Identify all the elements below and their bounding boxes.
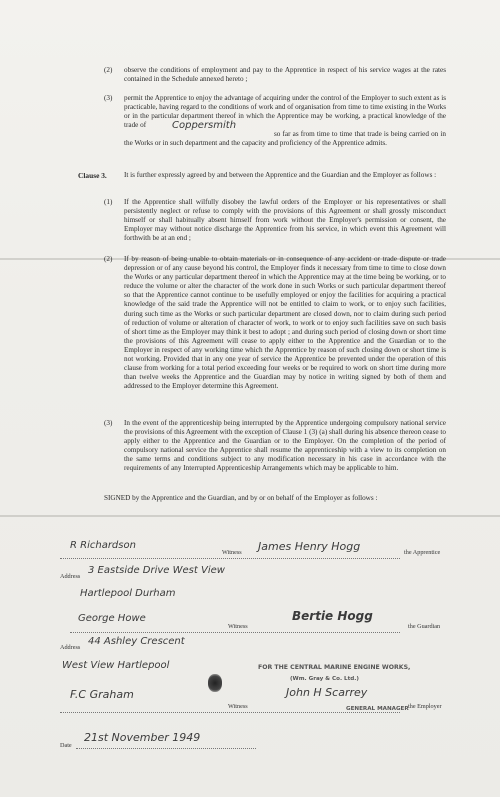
item-number: (3)	[104, 419, 113, 427]
signature-line	[70, 632, 400, 633]
witness2-signature: George Howe	[78, 613, 146, 624]
clause2-item3-text-a: permit the Apprentice to enjoy the advantage of acquiring under the control of the Employer to such extent as is practicable, having regard to the conditions of work and of organisation from time to time existing in the Works or in the particular department thereof in which the Apprentice may be working, a practical knowledge of the trade of	[124, 94, 446, 130]
date-value: 21st November 1949	[84, 731, 201, 744]
signed-line: SIGNED by the Apprentice and the Guardian, and by or on behalf of the Employer as follows :	[104, 494, 378, 502]
address1-line1: 3 Eastside Drive West View	[88, 565, 225, 576]
clause3-intro: It is further expressly agreed by and between the Apprentice and the Guardian and the Employer as follows :	[124, 171, 437, 179]
witness-label: Witness	[228, 703, 248, 710]
guardian-signature: Bertie Hogg	[292, 609, 373, 623]
item-number: (3)	[104, 94, 113, 102]
trade-handwritten: Coppersmith	[172, 120, 237, 131]
address2-line2: West View Hartlepool	[62, 660, 170, 671]
address1-line2: Hartlepool Durham	[80, 588, 176, 599]
address-label: Address	[60, 644, 81, 651]
witness3-signature: F.C Graham	[70, 688, 134, 701]
apprentice-label: the Apprentice	[404, 549, 441, 556]
general-manager-stamp: GENERAL MANAGER	[346, 706, 409, 712]
date-line	[76, 748, 256, 749]
item-number: (2)	[104, 255, 113, 263]
clause2-item3-text-b: so far as from time to time that trade is being carried on in the Works or in such department and the capacity and proficiency of the Apprentice admits.	[124, 130, 446, 148]
guardian-label: the Guardian	[408, 623, 441, 630]
employer-label: the Employer	[408, 703, 442, 710]
clause3-item1-text: If the Apprentice shall wilfully disobey the lawful orders of the Employer or his representatives or shall persistently neglect or refuse to comply with the provisions of this Agreement or shall grossly misconduct himself or shall habitually absent himself from work without the Employer's permission or consent, the Employer may without notice discharge the Apprentice from his service, in which event this Agreement will forthwith be at an end ;	[124, 198, 446, 243]
address-label: Address	[60, 573, 81, 580]
clause3-item3-text: In the event of the apprenticeship being interrupted by the Apprentice undergoing compulsory national service the provisions of this Agreement with the exception of Clause 1 (3) (a) shall during his absence thereon cease to apply either to the Apprentice and the Guardian or to the Employer. On the completion of the period of compulsory national service the Apprentice shall resume the apprenticeship with a view to its completion on the same terms and conditions subject to any modification necessary in his case in accordance with the requirements of any Interrupted Apprenticeship Arrangements which may be applicable to him.	[124, 419, 446, 473]
signature-line	[60, 558, 400, 559]
company-stamp-line1: FOR THE CENTRAL MARINE ENGINE WORKS,	[258, 664, 411, 671]
date-label: Date	[60, 742, 72, 749]
item-number: (2)	[104, 66, 113, 74]
fold-crease	[0, 515, 500, 517]
witness-label: Witness	[228, 623, 248, 630]
company-stamp-line2: (Wm. Gray & Co. Ltd.)	[290, 676, 359, 682]
item-number: (1)	[104, 198, 113, 206]
ink-blot	[208, 674, 222, 692]
clause3-item2-text: If by reason of being unable to obtain materials or in consequence of any accident or trade dispute or trade depression or of any cause beyond his control, the Employer finds it necessary from time to time to close down the Works or any particular department thereof in which the Apprentice may at the time being be working, or to reduce the volume or alter the character of the work done in such Works or such particular department thereof so that the Apprentice cannot continue to be usefully employed or enjoy the facilities for acquiring a practical knowledge of the said trade the Apprentice will not be entitled to claim to work, or to enjoy such facilities, during such time as the Works or such particular department are closed down, nor to claim during such period of reduction of volume or alteration of character of work, to work or to enjoy such facilities save on such basis of short time as the Employer may think it best to adopt ; and during such period of closing down or short time the provisions of this Agreement will cease to apply either to the Apprentice and the Guardian or to the Employer in respect of any working time which the Apprentice by reason of such closing down or short time is not working. Provided that in any one year of service the Apprentice be prevented under the operation of this clause from working for a total period exceeding four weeks or be required to work on short time during more than twelve weeks the Apprentice and the Guardian may by notice in writing signed by both of them and addressed to the Employer determine this Agreement.	[124, 255, 446, 391]
witness1-signature: R Richardson	[70, 540, 136, 551]
witness-label: Witness	[222, 549, 242, 556]
signature-line	[60, 712, 400, 713]
clause2-item2-text: observe the conditions of employment and pay to the Apprentice in respect of his service wages at the rates contained in the Schedule annexed hereto ;	[124, 66, 446, 84]
apprentice-signature: James Henry Hogg	[258, 540, 361, 553]
clause-3-label: Clause 3.	[78, 171, 107, 180]
address2-line1: 44 Ashley Crescent	[88, 636, 185, 647]
employer-signature: John H Scarrey	[286, 686, 368, 699]
